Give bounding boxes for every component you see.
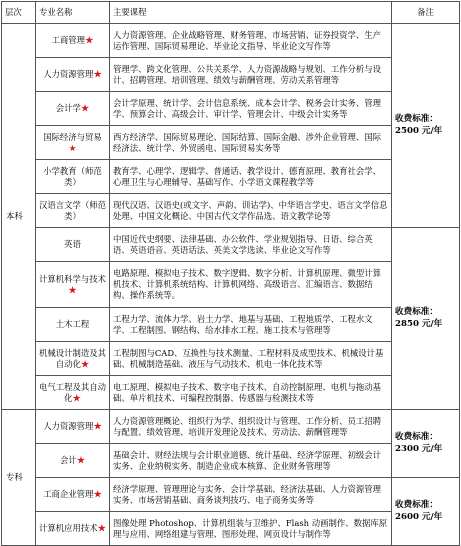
table-row <box>2 92 460 126</box>
table-row <box>2 126 460 160</box>
courses-cell: 图像处理 Photoshop、计算机组装与卫维护、Flash 动画制作、数据库原理与应用、网络组建与管理、图形处理、网页设计与制作等 <box>110 512 392 546</box>
fee-label: 收费标准： <box>395 500 438 511</box>
table-row <box>2 376 460 410</box>
star-icon: ★ <box>72 392 81 403</box>
major-name: 工商企业管理 <box>43 489 94 500</box>
table-row <box>2 342 460 376</box>
star-icon: ★ <box>68 284 77 295</box>
fee-label: 收费标准： <box>395 307 438 318</box>
courses-cell: 教育学、心理学、逻辑学、普通话、教学设计、德育原理、教育社会学、心理卫生与心理辅导、基础写作、小学语文课程教学等 <box>110 160 392 194</box>
courses-cell: 中国近代史纲要、法律基础、办公软件、学业规划指导、日语、综合英语、英语语音、英语话法、英美文学选读、毕业论文写作等 <box>110 228 392 262</box>
table-row <box>2 512 460 546</box>
major-name: 计算机应用技术 <box>39 523 98 534</box>
table-row <box>2 478 460 512</box>
table-row <box>2 228 460 262</box>
major-cell <box>36 512 110 546</box>
major-name: 人力资源管理 <box>43 421 94 432</box>
table-row <box>2 262 460 308</box>
major-cell <box>36 262 110 308</box>
major-name: 人力资源管理 <box>43 69 94 80</box>
fee-amount: 2600 元/年 <box>395 511 443 522</box>
major-cell: 小学教育（师范类） <box>36 160 110 194</box>
courses-cell: 电路原理、模拟电子技术、数字逻辑、数字分析、计算机原理、微型计算机技术、计算机系统结构、计算机网络、高级语言、汇编语言、数据结构、操作系统等。 <box>110 262 392 308</box>
courses-cell: 基础会计、财经法规与会计职业道德、统计基础、经济学原理、初级会计实务、企业纳税实务、制造企业成本核算、企业财务管理等 <box>110 444 392 478</box>
fee-label: 收费标准： <box>395 114 438 125</box>
fee-cell <box>392 24 460 228</box>
fee-label: 收费标准： <box>395 432 438 443</box>
major-name: 计算机科学与技术 <box>39 273 106 284</box>
table-row <box>2 58 460 92</box>
table-row <box>2 410 460 444</box>
courses-cell: 现代汉语、汉语史(或文字、声韵、训诂学)、中华语言学史、语言文学信息处理、中国文化概论、中国古代文学作品选、语文教学论等 <box>110 194 392 228</box>
major-cell <box>36 58 110 92</box>
star-icon: ★ <box>93 421 102 432</box>
major-cell <box>36 126 110 160</box>
program-table <box>1 1 460 546</box>
fee-cell <box>392 478 460 546</box>
courses-cell: 人力资源管理、企业战略管理、财务管理、市场营销、证券投资学、生产运作管理、国际贸易理论、毕业论文指导、毕业论文写作等 <box>110 24 392 58</box>
header-major: 专业名称 <box>36 2 110 24</box>
fee-amount: 2500 元/年 <box>395 125 443 136</box>
major-cell: 土木工程 <box>36 308 110 342</box>
courses-cell: 管理学、跨文化管理、公共关系学、人力资源战略与规划、工作分析与设计、招聘管理、培训管理、绩效与薪酬管理、劳动关系管理等 <box>110 58 392 92</box>
major-cell <box>36 24 110 58</box>
header-courses: 主要课程 <box>110 2 392 24</box>
table-row <box>2 160 460 194</box>
table-header-row <box>2 2 460 24</box>
star-icon: ★ <box>80 358 90 369</box>
header-level: 层次 <box>2 2 36 24</box>
major-cell <box>36 444 110 478</box>
table-row <box>2 308 460 342</box>
level-cell-zhuanke: 专科 <box>2 410 36 546</box>
courses-cell: 工程力学、流体力学、岩土力学、地基与基础、工程地质学、工程水文学、工程制图、钢结构、给水排水工程、施工技术与管理等 <box>110 308 392 342</box>
major-name: 机械设计制造及其自动化 <box>39 347 106 369</box>
star-icon: ★ <box>68 142 77 153</box>
table-row <box>2 194 460 228</box>
major-cell <box>36 410 110 444</box>
fee-cell <box>392 228 460 410</box>
fee-cell <box>392 410 460 478</box>
major-name: 国际经济与贸易 <box>43 131 102 142</box>
courses-cell: 会计学原理、统计学、会计信息系统、成本会计学、税务会计实务、管理学、预算会计、高级会计、审计学、管理会计、中级会计实务等 <box>110 92 392 126</box>
major-cell <box>36 376 110 410</box>
courses-cell: 电工原理、模拟电子技术、数字电子技术、自动控制原理、电机与拖动基础、单片机技术、可编程控制器、传感器与检测技术等 <box>110 376 392 410</box>
star-icon: ★ <box>80 103 90 114</box>
major-name: 会计 <box>59 455 77 466</box>
major-cell <box>36 92 110 126</box>
major-name: 工商管理 <box>51 35 86 46</box>
fee-amount: 2850 元/年 <box>395 318 443 329</box>
courses-cell: 经济学原理、管理理论与实务、会计学基础、经济法基础、人力资源管理实务、市场营销基础、商务谈判技巧、电子商务实务等 <box>110 478 392 512</box>
star-icon: ★ <box>97 523 106 534</box>
star-icon: ★ <box>85 35 94 46</box>
major-cell: 汉语言文学（师范类） <box>36 194 110 228</box>
major-cell <box>36 342 110 376</box>
major-name: 会计学 <box>55 103 81 114</box>
fee-amount: 2300 元/年 <box>395 443 443 454</box>
major-name: 电气工程及其自动化 <box>39 381 106 403</box>
courses-cell: 西方经济学、国际贸易理论、国际结算、国际金融、涉外企业管理、国际经济法、统计学、外贸函电、国际贸易实务等 <box>110 126 392 160</box>
courses-cell: 工程制图与CAD、互换性与技术测量、工程材料及成型技术、机械设计基础、机械制造基础、液压与气动技术、机电一体化技术等 <box>110 342 392 376</box>
major-cell: 英语 <box>36 228 110 262</box>
courses-cell: 人力资源管理概论、组织行为学、组织设计与管理、工作分析、员工招聘与配置、绩效管理、培训开发理论及技术、劳动法、薪酬管理等 <box>110 410 392 444</box>
table-row <box>2 24 460 58</box>
star-icon: ★ <box>76 455 86 466</box>
table-row <box>2 444 460 478</box>
star-icon: ★ <box>93 489 102 500</box>
header-remark: 备注 <box>392 2 460 24</box>
major-cell <box>36 478 110 512</box>
level-cell-benke: 本科 <box>2 24 36 410</box>
star-icon: ★ <box>93 69 102 80</box>
